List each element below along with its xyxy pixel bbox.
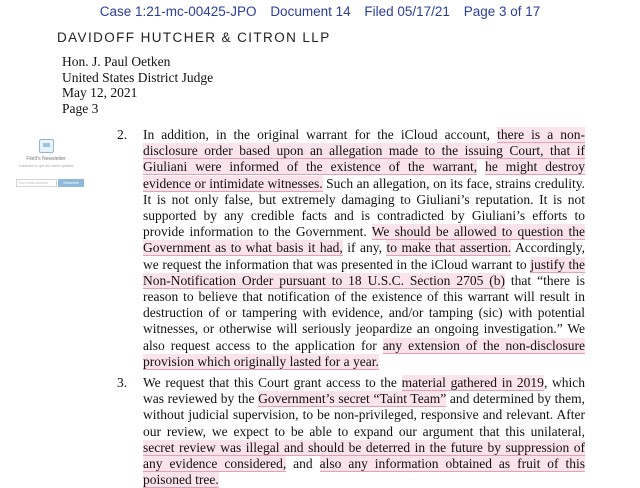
document-number: Document 14	[270, 4, 351, 19]
highlighted-text: there is a non-disclosure order based upon an allegation made to the issuing Court, that if Giuliani were informed of the existence of the warrant,	[143, 127, 585, 175]
firm-letterhead: DAVIDOFF HUTCHER & CITRON LLP	[57, 30, 331, 45]
text-segment: and	[286, 456, 320, 472]
judge-name: Hon. J. Paul Oetken	[62, 54, 171, 69]
judge-title: United States District Judge	[62, 69, 214, 85]
text-segment: In addition, in the original warrant for the iCloud account,	[143, 127, 498, 142]
addressee-block	[62, 54, 213, 116]
newsletter-icon	[39, 139, 54, 153]
highlighted-text: he might destroy evidence or intimidate witnesses.	[143, 159, 586, 191]
text-segment: and determined by them, without judicial supervision, to be non-privileged, responsive and relevant. After our review, we expect to be able to expand our argument that this unilateral,	[143, 391, 585, 439]
highlighted-text: secret review was illegal and should be deterred in the future by suppression of any evidence considered,	[143, 439, 585, 472]
paragraph-3	[117, 375, 586, 488]
paragraph-body	[143, 127, 585, 369]
letter-date: May 12, 2021	[62, 85, 138, 100]
paragraph-2	[117, 127, 586, 370]
text-segment: Such an allegation, on its face, strains credulity. It is not only false, but extremely damaging to Giuliani’s reputation. It is not supported by any credible facts and is contradicted by Giuliani’s efforts to provide information to the Government.	[143, 175, 585, 240]
text-segment: if any,	[342, 240, 387, 256]
page-count: Page 3 of 17	[463, 4, 541, 19]
text-segment	[477, 159, 485, 174]
paragraph-body	[143, 375, 585, 487]
text-segment: that “there is reason to believe that notification of the existence of this warrant will result in destruction of or tampering with evidence, and/or tamping (sic) with potential witnesses, or otherwise will seriously jeopardize an ongoing investigation.” We also request access to the application for	[143, 272, 585, 353]
case-number: Case 1:21-mc-00425-JPO	[99, 4, 257, 19]
highlighted-text: material gathered in 2019	[401, 375, 544, 390]
paragraph-number: 3.	[117, 375, 128, 390]
highlighted-text: Government’s secret “Taint Team”	[258, 391, 447, 407]
ecf-header	[0, 4, 640, 19]
subscribe-button[interactable]: Subscribe	[58, 179, 84, 187]
page-label: Page 3	[62, 100, 99, 116]
newsletter-title: FileIt's Newsletter	[26, 156, 66, 162]
paragraph-number: 2.	[117, 127, 128, 142]
text-segment: We request that this Court grant access to the	[143, 375, 402, 390]
text-segment: , which was reviewed by the	[143, 375, 586, 407]
highlighted-text: to make that assertion.	[386, 240, 512, 256]
newsletter-subtitle: Subscribe to get the latest updates	[18, 164, 74, 168]
highlighted-text: any extension of the non-disclosure provision which originally lasted for a year.	[143, 337, 586, 369]
highlighted-text: also any information obtained as fruit of this poisoned tree.	[143, 456, 585, 488]
filed-date: Filed 05/17/21	[364, 4, 450, 19]
newsletter-email-input[interactable]: Your email address	[16, 179, 57, 187]
highlighted-text: We should be allowed to question the Government as to what basis it had,	[143, 224, 585, 256]
highlighted-text: justify the Non-Notification Order pursuant to 18 U.S.C. Section 2705 (b)	[143, 256, 585, 288]
newsletter-widget	[10, 139, 96, 195]
text-segment: Accordingly, we request the information that was presented in the iCloud warrant to	[143, 240, 586, 272]
